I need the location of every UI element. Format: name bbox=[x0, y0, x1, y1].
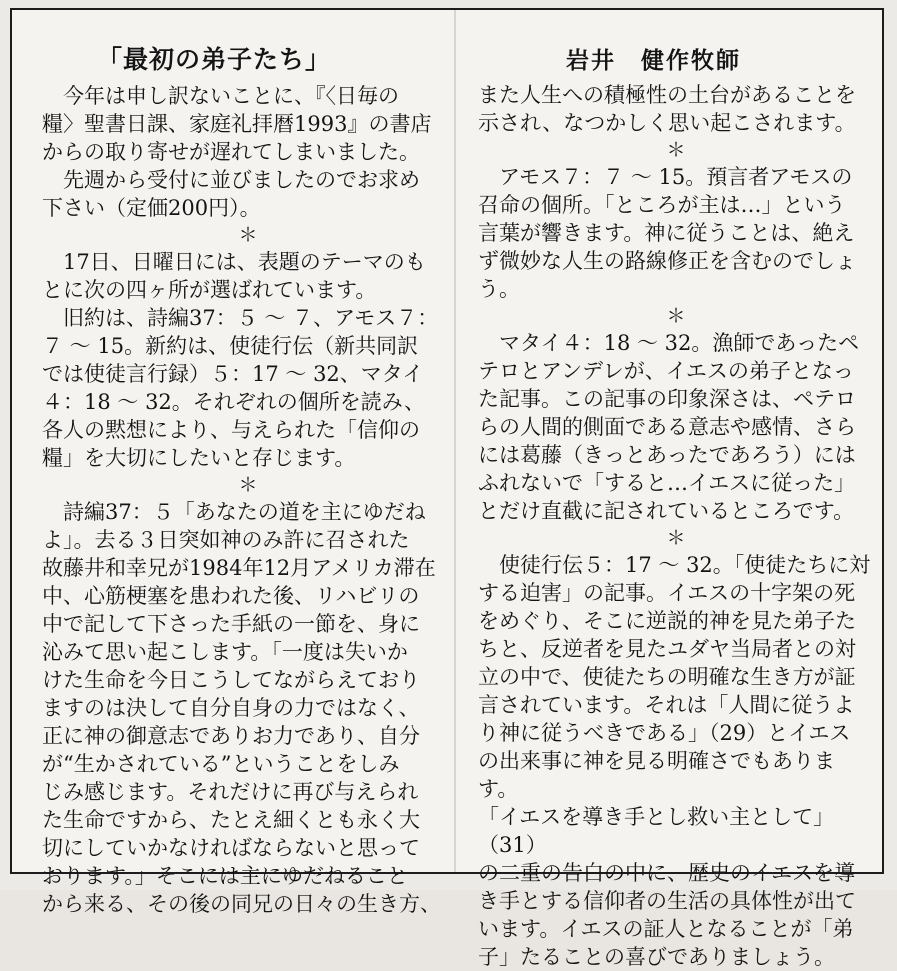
right-column bbox=[464, 10, 874, 971]
article-title: 「最初の弟子たち」 bbox=[97, 45, 332, 74]
section-separator: ＊ bbox=[666, 527, 686, 549]
right-paragraph-1: また人生への積極性の土台があることを 示され、なつかしく思い起こされます。 bbox=[478, 83, 856, 135]
left-paragraph-2: 17日、日曜日には、表題のテーマのも とに次の四ヶ所が選ばれています。 旧約は、詩編37：５ 〜 ７、アモス７： ７ 〜 15。新約は、使徒行伝（新共同訳 では使徒言行録）５：17 〜 32、マタイ ４：18 〜 32。それぞれの個所を読み、 各人の黙想により、与えられた「信仰の 糧」を大切にしたいと存じます。 bbox=[42, 250, 439, 470]
section-separator: ＊ bbox=[666, 305, 686, 327]
left-paragraph-3: 詩編37：５「あなたの道を主にゆだね よ」。去る３日突如神のみ許に召された 故藤井和幸兄が1984年12月アメリカ滞在 中、心筋梗塞を患われた後、リハビリの 中で記して下さった手紙の一節を、身に 沁みて思い起こします。「一度は失いか けた生命を今日こうしてながらえており ますのは決して自分自身の力ではなく、 正に神の御意志でありお力であり、自分 が“生かされている”ということをしみ じみ感じます。それだけに再び与えられ た生命ですから、たとえ細くとも永く大 切にしていかなければならないと思って おります。」そこには主にゆだねること から来る、その後の同兄の日々の生き方、 bbox=[42, 500, 441, 916]
section-separator: ＊ bbox=[238, 224, 258, 246]
right-paragraph-4: 使徒行伝５：17 〜 32。「使徒たちに対 する迫害」の記事。イエスの十字架の死 をめぐり、そこに逆説的神を見た弟子た ちと、反逆者を見たユダヤ当局者との対 立の中で、使徒たちの明確な生き方が証 言されています。それは「人間に従うよ り神に従うべきである」（29）とイエス の出来事に神を見る明確さでもあります。 「イエスを導き手とし救い主として」（31） の二重の告白の中に、歴史のイエスを導 き手とする信仰者の生活の具体性が出て います。イエスの証人となることが「弟 子」たることの喜びでありましょう。 bbox=[478, 553, 871, 969]
section-separator: ＊ bbox=[666, 139, 686, 161]
column-divider bbox=[454, 10, 456, 872]
right-paragraph-2: アモス７：７ 〜 15。預言者アモスの 召命の個所。「ところが主は…」という 言葉が響きます。神に従うことは、絶え ず微妙な人生の路線修正を含むのでしょ う。 bbox=[478, 165, 856, 301]
article-author: 岩井 健作牧師 bbox=[566, 47, 741, 74]
left-column bbox=[22, 10, 454, 918]
article-box bbox=[10, 8, 884, 969]
section-separator: ＊ bbox=[238, 474, 258, 496]
left-paragraph-1: 今年は申し訳ないことに、『〈日毎の 糧〉聖書日課、家庭礼拝暦1993』の書店 からの取り寄せが遅れてしまいました。 先週から受付に並びましたのでお求め 下さい（定価200円）。 bbox=[42, 84, 432, 220]
right-paragraph-3: マタイ４：18 〜 32。漁師であったペ テロとアンデレが、イエスの弟子となっ た記事。この記事の印象深さは、ペテロ らの人間的側面である意志や感情、さら には葛藤（きっとあったであろう）には ふれないで「すると…イエスに従った」 とだけ直截に記されているところです。 bbox=[478, 331, 860, 523]
